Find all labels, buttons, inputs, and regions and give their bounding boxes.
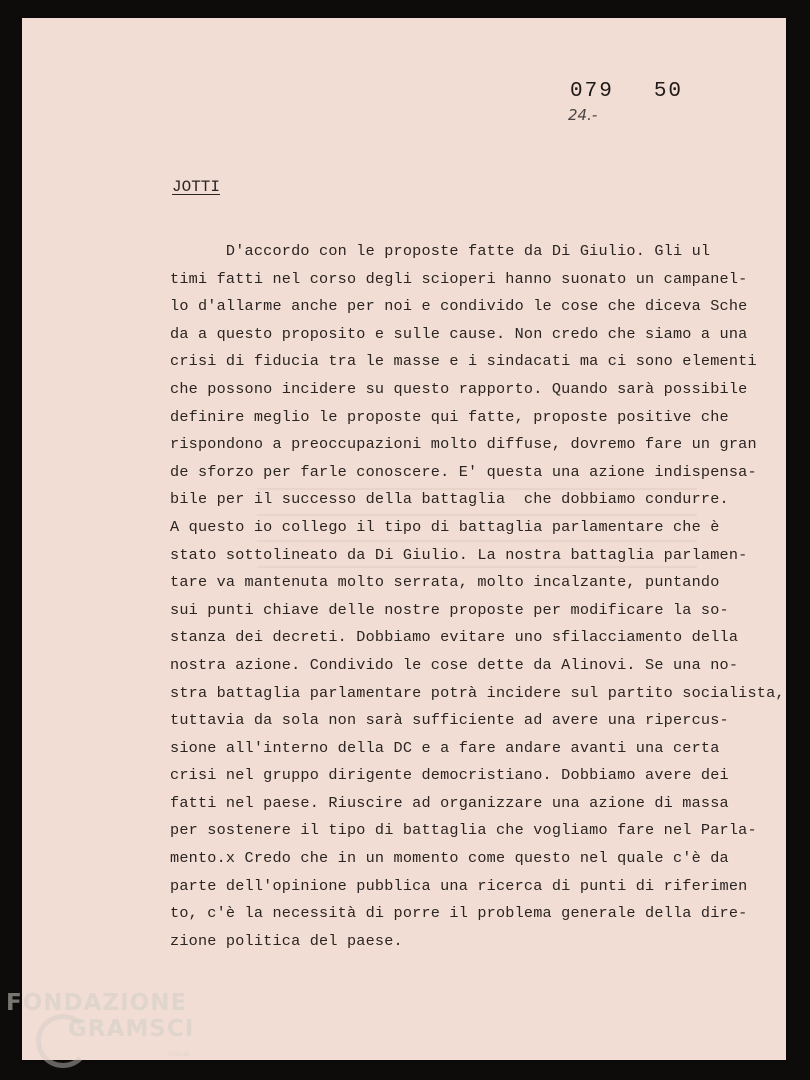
body-line-17: stra battaglia parlamentare potrà incidere sul partito socialista,	[170, 683, 785, 702]
speaker-heading: JOTTI	[172, 178, 221, 196]
folio-number-primary: 079	[570, 80, 614, 103]
watermark-line-1: FONDAZIONE	[6, 990, 188, 1016]
body-line-25: to, c'è la necessità di porre il problema generale della dire-	[170, 904, 748, 923]
body-line-6: che possono incidere su questo rapporto. Quando sarà possibile	[170, 379, 748, 398]
body-line-10: bile per il successo della battaglia che dobbiamo condurre.	[170, 490, 729, 509]
body-line-13: tare va mantenuta molto serrata, molto incalzante, puntando	[170, 573, 720, 592]
handwritten-page-number: 24.-	[568, 106, 598, 124]
body-line-11: A questo io collego il tipo di battaglia parlamentare che è	[170, 517, 720, 536]
watermark-line-3: onlus	[168, 1049, 190, 1058]
typewritten-body	[170, 238, 785, 955]
body-line-7: definire meglio le proposte qui fatte, proposte positive che	[170, 407, 729, 426]
body-line-5: crisi di fiducia tra le masse e i sindacati ma ci sono elementi	[170, 352, 757, 371]
body-line-16: nostra azione. Condivido le cose dette da Alinovi. Se una no-	[170, 655, 739, 674]
body-line-1: D'accordo con le proposte fatte da Di Giulio. Gli ul	[170, 242, 711, 260]
body-line-24: parte dell'opinione pubblica una ricerca di punti di riferimen	[170, 876, 748, 895]
body-line-19: sione all'interno della DC e a fare andare avanti una certa	[170, 738, 720, 757]
body-line-20: crisi nel gruppo dirigente democristiano. Dobbiamo avere dei	[170, 766, 729, 785]
body-line-12: stato sottolineato da Di Giulio. La nostra battaglia parlamen-	[170, 545, 748, 564]
logo-arc-icon	[36, 1014, 90, 1068]
body-line-18: tuttavia da sola non sarà sufficiente ad avere una ripercus-	[170, 711, 729, 730]
body-line-21: fatti nel paese. Riuscire ad organizzare una azione di massa	[170, 793, 729, 812]
body-line-8: rispondono a preoccupazioni molto diffuse, dovremo fare un gran	[170, 435, 757, 454]
body-line-4: da a questo proposito e sulle cause. Non credo che siamo a una	[170, 324, 748, 343]
watermark-line-2: GRAMSCI	[68, 1016, 195, 1042]
folio-number	[570, 80, 683, 103]
body-line-2: timi fatti nel corso degli scioperi hanno suonato un campanel-	[170, 269, 748, 288]
body-line-15: stanza dei decreti. Dobbiamo evitare uno sfilacciamento della	[170, 628, 739, 647]
body-line-26: zione politica del paese.	[170, 931, 403, 950]
body-line-9: de sforzo per farle conoscere. E' questa una azione indispensa-	[170, 462, 757, 481]
body-line-3: lo d'allarme anche per noi e condivido le cose che diceva Sche	[170, 297, 748, 316]
folio-number-secondary: 50	[653, 80, 684, 103]
body-line-14: sui punti chiave delle nostre proposte per modificare la so-	[170, 600, 729, 619]
body-line-23: mento.x Credo che in un momento come questo nel quale c'è da	[170, 849, 729, 868]
body-line-22: per sostenere il tipo di battaglia che vogliamo fare nel Parla-	[170, 821, 757, 840]
fondazione-gramsci-watermark	[6, 990, 195, 1058]
document-page	[22, 18, 786, 1060]
